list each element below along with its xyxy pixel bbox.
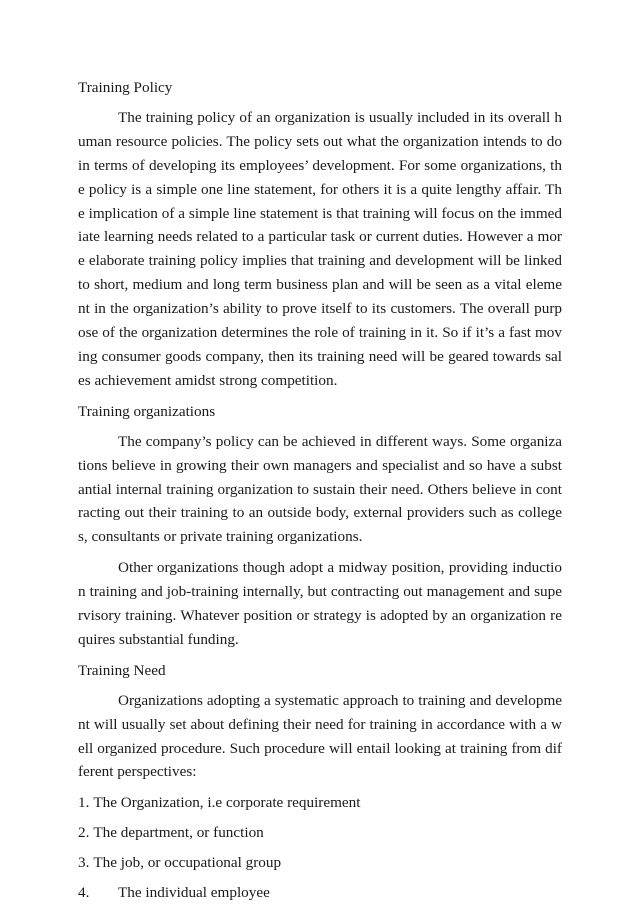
- section-heading-training-policy: Training Policy: [78, 79, 173, 96]
- list-item: [78, 791, 562, 815]
- list-item: [78, 821, 562, 845]
- list-item-number: 1.: [78, 794, 90, 812]
- list-item-text: The job, or occupational group: [93, 854, 282, 872]
- list-item-text: The department, or function: [93, 824, 264, 842]
- paragraph-training-organizations-2: Other organizations though adopt a midway position, providing induction training and job-training internally, but contracting out management and supervisory training. Whatever position or strategy is adopted by an organization requires substantial funding.: [78, 559, 562, 648]
- paragraph-training-policy: The training policy of an organization is usually included in its overall human resource policies. The policy sets out what the organization intends to do in terms of developing its employees’ development. For some organizations, the policy is a simple one line statement, for others it is a quite lengthy affair. The implication of a simple line statement is that training will focus on the immediate learning needs related to a particular task or current duties. However a more elaborate training policy implies that training and development will be linked to short, medium and long term business plan and will be seen as a vital element in the organization’s ability to prove itself to its customers. The overall purpose of the organization determines the role of training in it. So if it’s a fast moving consumer goods company, then its training need will be geared towards sales achievement amidst strong competition.: [78, 108, 562, 389]
- list-item-number: 3.: [78, 854, 90, 872]
- list-item-number: 2.: [78, 824, 90, 842]
- list-item: [78, 851, 562, 875]
- section-heading-training-need: Training Need: [78, 661, 166, 679]
- document-page: [78, 76, 562, 911]
- list-item-text: The individual employee: [118, 884, 270, 902]
- list-item-number: 4.: [78, 884, 90, 902]
- list-item-text: The Organization, i.e corporate requirement: [93, 794, 361, 812]
- paragraph-training-organizations-1: The company’s policy can be achieved in different ways. Some organizations believe in growing their own managers and specialist and so have a substantial internal training organization to sustain their need. Others believe in contracting out their training to an outside body, external providers such as colleges, consultants or private training organizations.: [78, 432, 562, 546]
- section-heading-training-organizations: Training organizations: [78, 402, 216, 420]
- list-item: [78, 881, 562, 905]
- paragraph-training-need: Organizations adopting a systematic approach to training and development will usually set about defining their need for training in accordance with a well organized procedure. Such procedure will entail looking at training from different perspectives:: [78, 691, 562, 781]
